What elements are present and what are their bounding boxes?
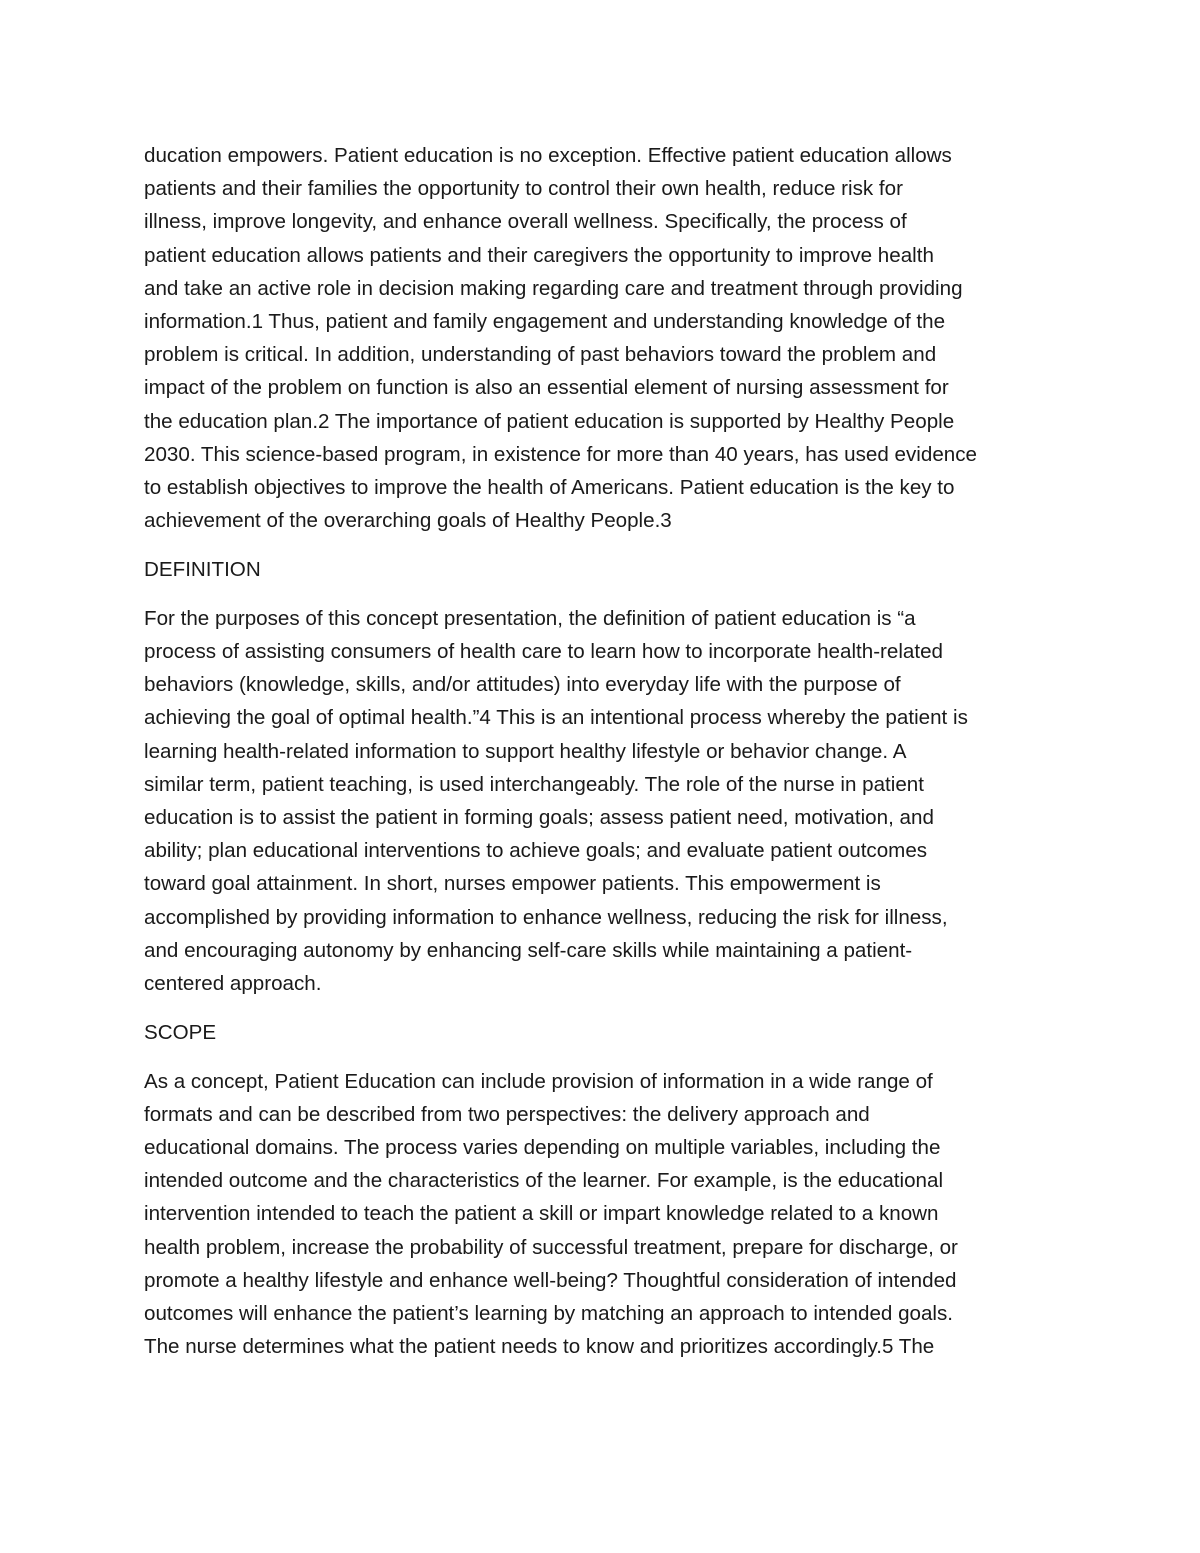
scope-heading: SCOPE — [144, 1020, 217, 1044]
definition-heading: DEFINITION — [144, 558, 261, 582]
scope-paragraph: As a concept, Patient Education can include provision of information in a wide range of formats and can be described from two perspectives: the delivery approach and educational domains. The process varies depending on multiple variables, including the intended outcome and the characteristics of the learner. For example, is the educational intervention intended to teach the patient a skill or impart knowledge related to a known health problem, increase the probability of successful treatment, prepare for discharge, or promote a healthy lifestyle and enhance well-being? Thoughtful consideration of intended outcomes will enhance the patient’s learning by matching an approach to intended goals. The nurse determines what the patient needs to know and prioritizes accordingly.5 The — [144, 1069, 958, 1359]
intro-paragraph: ducation empowers. Patient education is no exception. Effective patient education allows patients and their families the opportunity to control their own health, reduce risk for illness, improve longevity, and enhance overall wellness. Specifically, the process of patient education allows patients and their caregivers the opportunity to improve health and take an active role in decision making regarding care and treatment through providing information.1 Thus, patient and family engagement and understanding knowledge of the problem is critical. In addition, understanding of past behaviors toward the problem and impact of the problem on function is also an essential element of nursing assessment for the education plan.2 The importance of patient education is supported by Healthy People 2030. This science-based program, in existence for more than 40 years, has used evidence to establish objectives to improve the health of Americans. Patient education is the key to achievement of the overarching goals of Healthy People.3 — [144, 144, 977, 533]
document-body — [144, 139, 1056, 1363]
definition-paragraph: For the purposes of this concept presentation, the definition of patient education is “a process of assisting consumers of health care to learn how to incorporate health-related behaviors (knowledge, skills, and/or attitudes) into everyday life with the purpose of achieving the goal of optimal health.”4 This is an intentional process whereby the patient is learning health-related information to support healthy lifestyle or behavior change. A similar term, patient teaching, is used interchangeably. The role of the nurse in patient education is to assist the patient in forming goals; assess patient need, motivation, and ability; plan educational interventions to achieve goals; and evaluate patient outcomes toward goal attainment. In short, nurses empower patients. This empowerment is accomplished by providing information to enhance wellness, reducing the risk for illness, and encouraging autonomy by enhancing self-care skills while maintaining a patient- centered approach. — [144, 606, 968, 996]
